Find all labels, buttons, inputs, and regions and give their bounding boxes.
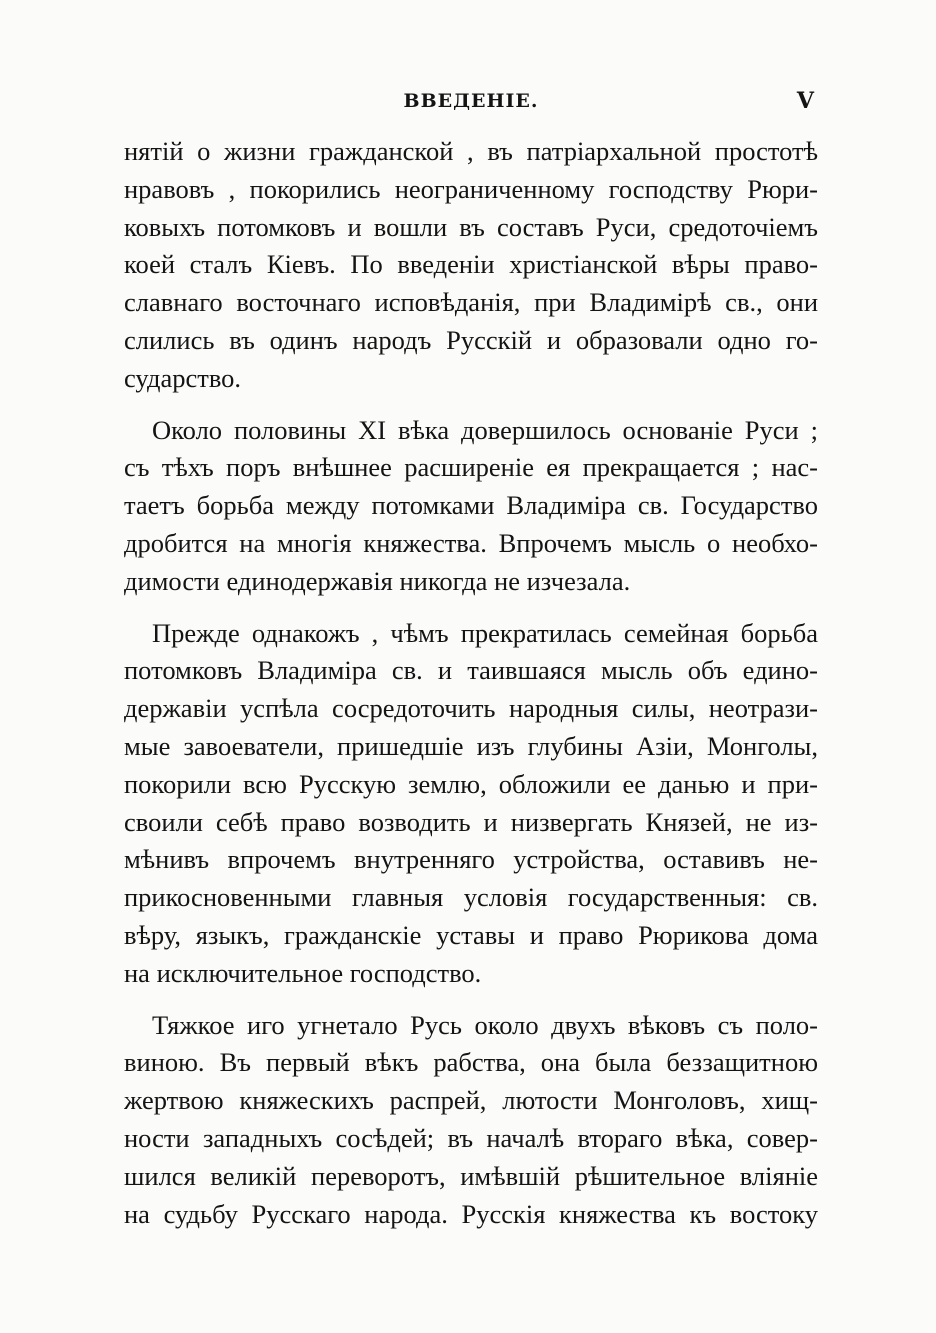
text-line: димости единодержавія никогда не изчезала. (124, 565, 631, 596)
text-line: на судьбу Русскаго народа. Русскія княжества къ востоку (124, 1198, 818, 1229)
text-line: на исключительное господство. (124, 957, 482, 988)
text-line: покорили всю Русскую землю, обложили ее данью и при- (124, 768, 818, 799)
text-line: славнаго восточнаго исповѣданія, при Владимірѣ св., они (124, 287, 818, 318)
text-line: таетъ борьба между потомками Владиміра св. Государство (124, 490, 818, 521)
text-line: мые завоеватели, пришедшіе изъ глубины Азіи, Монголы, (124, 730, 818, 761)
text-line: Около половины XI вѣка довершилось основаніе Руси ; (152, 414, 818, 445)
text-line: потомковъ Владиміра св. и таившаяся мысль объ едино- (124, 655, 818, 686)
paragraph (124, 1007, 818, 1234)
text-line: виною. Въ первый вѣкъ рабства, она была беззащитною (124, 1047, 818, 1078)
text-line: своили себѣ право возводить и низвергать Князей, не из- (124, 806, 818, 837)
page-number: V (796, 88, 814, 114)
text-line: прикосновенными главныя условія государственныя: св. (124, 882, 818, 913)
text-line: дробится на многія княжества. Впрочемъ мысль о необхо- (124, 527, 818, 558)
text-line: жертвою княжескихъ распрей, лютости Монголовъ, хищ- (124, 1085, 818, 1116)
text-line: державіи успѣла сосредоточить народныя силы, неотрази- (124, 693, 818, 724)
text-line: сударство. (124, 362, 242, 393)
running-head (124, 88, 818, 118)
paragraph (124, 133, 818, 398)
text-line: мѣнивъ впрочемъ внутренняго устройства, оставивъ не- (124, 844, 818, 875)
text-line: съ тѣхъ поръ внѣшнее расширеніе ея прекращается ; нас- (124, 452, 818, 483)
paragraph (124, 615, 818, 993)
text-line: вѣру, языкъ, гражданскіе уставы и право Рюрикова дома (124, 919, 818, 950)
text-line: Прежде однакожъ , чѣмъ прекратилась семейная борьба (152, 617, 818, 648)
text-line: шился великій переворотъ, имѣвшій рѣшительное вліяніе (124, 1160, 818, 1191)
chapter-title: ВВЕДЕНІЕ. (403, 90, 539, 112)
paragraph (124, 412, 818, 601)
text-line: нятій о жизни гражданской , въ патріархальной простотѣ (124, 136, 818, 166)
text-line: Тяжкое иго угнетало Русь около двухъ вѣковъ съ поло- (152, 1009, 818, 1040)
body-text (124, 133, 818, 1233)
text-line: слились въ одинъ народъ Русскій и образовали одно го- (124, 324, 818, 355)
text-line: ковыхъ потомковъ и вошли въ составъ Руси, средоточіемъ (124, 211, 818, 242)
text-line: нравовъ , покорились неограниченному господству Рюри- (124, 173, 818, 204)
text-line: ности западныхъ сосѣдей; въ началѣ втораго вѣка, совер- (124, 1122, 818, 1153)
text-line: коей сталъ Кіевъ. По введеніи христіанской вѣры право- (124, 249, 818, 280)
